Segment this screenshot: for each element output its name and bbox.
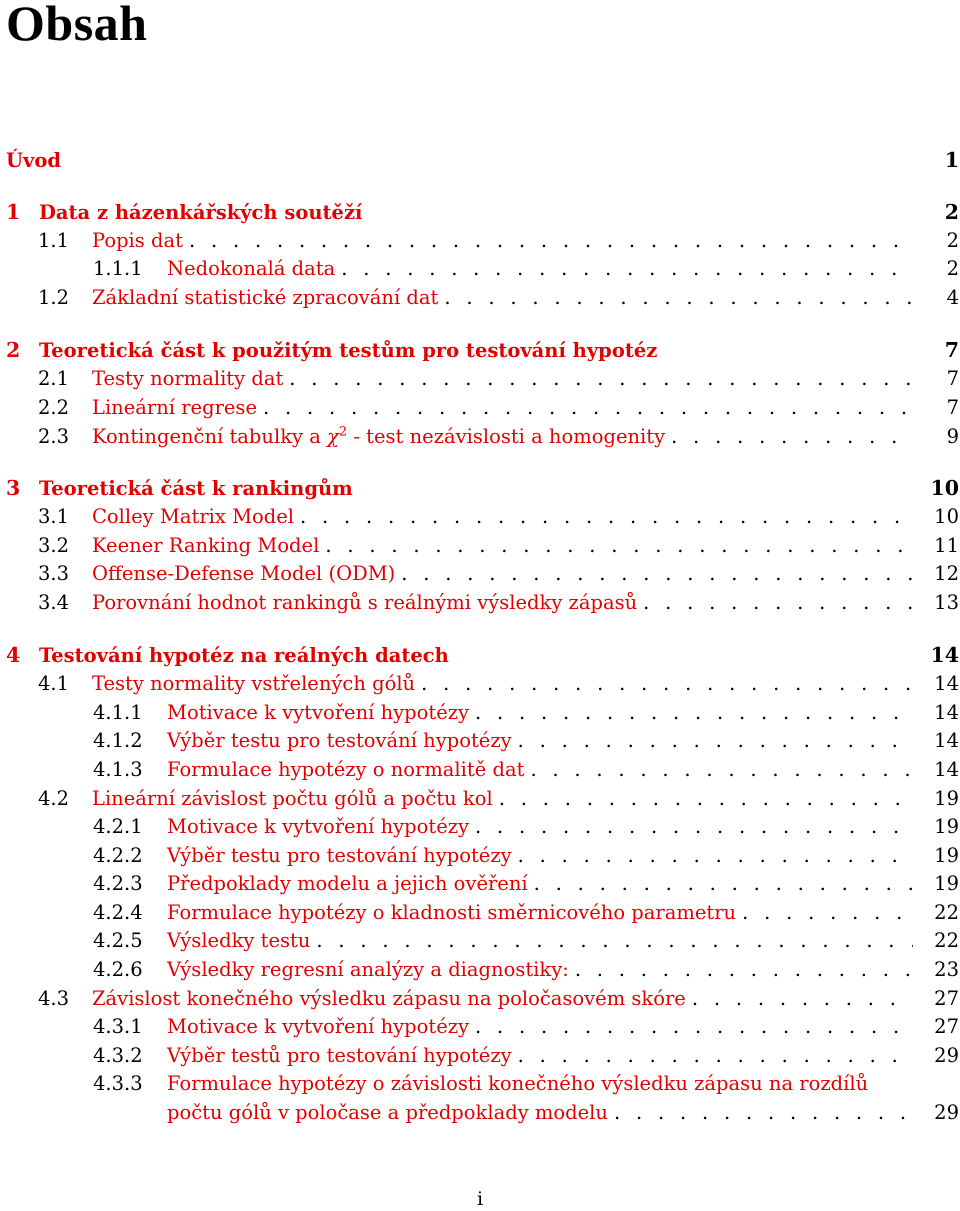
toc-section-4-2[interactable]	[0, 786, 960, 812]
toc-page: 2	[946, 229, 959, 252]
toc-number: 3.4	[38, 591, 70, 614]
toc-number: 1	[6, 200, 21, 224]
toc-section-3-4[interactable]	[0, 590, 960, 616]
toc-title[interactable]: Testy normality dat	[92, 367, 284, 390]
toc-page: 9	[946, 425, 959, 448]
toc-page: 12	[934, 562, 959, 585]
toc-number: 4.3.2	[93, 1044, 143, 1067]
toc-subsection-4-1-3[interactable]	[0, 757, 960, 783]
toc-number: 2.3	[38, 425, 70, 448]
toc-page: 14	[934, 701, 959, 724]
toc-section-3-3[interactable]	[0, 561, 960, 587]
dot-leader	[289, 366, 913, 392]
toc-title-part: - test nezávislosti a homogenity	[347, 425, 666, 448]
dot-leader	[643, 590, 913, 616]
toc-number: 4.1.3	[93, 758, 143, 781]
toc-page: 19	[934, 844, 959, 867]
toc-page: 22	[934, 929, 959, 952]
toc-page: 10	[930, 476, 959, 500]
toc-page: 11	[934, 534, 959, 557]
toc-title[interactable]: Výběr testů pro testování hypotézy	[167, 1044, 512, 1067]
toc-title[interactable]: Výběr testu pro testování hypotézy	[167, 844, 512, 867]
toc-subsection-4-3-1[interactable]	[0, 1014, 960, 1040]
dot-leader	[518, 843, 913, 869]
toc-title[interactable]: Teoretická část k použitým testům pro testování hypotéz	[39, 339, 658, 362]
toc-title[interactable]: Formulace hypotézy o normalitě dat	[167, 758, 525, 781]
toc-page: 14	[934, 758, 959, 781]
dot-leader	[534, 871, 913, 897]
toc-number: 4.2	[38, 787, 70, 810]
toc-subsection-4-2-5[interactable]	[0, 928, 960, 954]
toc-number: 4.2.6	[93, 958, 143, 981]
toc-title[interactable]: Popis dat	[92, 229, 183, 252]
toc-title[interactable]: Motivace k vytvoření hypotézy	[167, 815, 470, 838]
toc-subsection-4-2-6[interactable]	[0, 957, 960, 983]
dot-leader	[530, 757, 913, 783]
toc-chapter-3[interactable]	[0, 475, 960, 501]
toc-title[interactable]: Offense-Defense Model (ODM)	[92, 562, 396, 585]
toc-number: 4.2.2	[93, 844, 143, 867]
toc-number: 1.2	[38, 286, 70, 309]
toc-chapter-2[interactable]	[0, 337, 960, 363]
dot-leader	[341, 256, 913, 282]
dot-leader	[475, 814, 913, 840]
toc-title[interactable]: Formulace hypotézy o závislosti konečného výsledku zápasu na rozdílů	[167, 1072, 869, 1095]
dot-leader	[671, 424, 913, 450]
toc-page: 1	[944, 148, 959, 172]
page-title: Obsah	[6, 0, 148, 51]
dot-leader	[421, 671, 913, 697]
toc-section-2-1[interactable]	[0, 366, 960, 392]
toc-title[interactable]: Data z házenkářských soutěží	[39, 201, 363, 224]
toc-number: 4.2.4	[93, 901, 143, 924]
toc-title[interactable]: Základní statistické zpracování dat	[92, 286, 439, 309]
toc-page: 19	[934, 872, 959, 895]
toc-section-4-3[interactable]	[0, 986, 960, 1012]
toc-subsection-4-3-3-cont[interactable]	[0, 1100, 960, 1126]
toc-page: 10	[934, 505, 959, 528]
toc-number: 2	[6, 338, 21, 362]
dot-leader	[475, 1014, 913, 1040]
toc-page: 27	[934, 1015, 959, 1038]
toc-subsection-4-2-4[interactable]	[0, 900, 960, 926]
toc-title[interactable]: Formulace hypotézy o kladnosti směrnicového parametru	[167, 901, 737, 924]
toc-number: 4.3.3	[93, 1072, 143, 1095]
toc-page: 14	[930, 643, 959, 667]
toc-section-2-3[interactable]	[0, 424, 960, 450]
superscript: 2	[338, 424, 348, 440]
toc-chapter-1[interactable]	[0, 199, 960, 225]
toc-number: 4.3	[38, 987, 70, 1010]
dot-leader	[401, 561, 913, 587]
toc-subsection-4-3-2[interactable]	[0, 1043, 960, 1069]
toc-page: 7	[946, 396, 959, 419]
toc-number: 1.1	[38, 229, 70, 252]
toc-title[interactable]: Motivace k vytvoření hypotézy	[167, 701, 470, 724]
toc-number: 2.2	[38, 396, 70, 419]
toc-section-1-1[interactable]	[0, 228, 960, 254]
toc-subsection-4-1-2[interactable]	[0, 728, 960, 754]
toc-page: 2	[946, 257, 959, 280]
toc-section-4-1[interactable]	[0, 671, 960, 697]
toc-page: 4	[946, 286, 959, 309]
dot-leader	[475, 700, 913, 726]
toc-number: 4.2.5	[93, 929, 143, 952]
chi-symbol: χ	[327, 425, 339, 448]
dot-leader	[518, 1043, 913, 1069]
toc-page: 14	[934, 729, 959, 752]
toc-page: 13	[934, 591, 959, 614]
toc-number: 2.1	[38, 367, 70, 390]
toc-page: 19	[934, 787, 959, 810]
toc-number: 3.3	[38, 562, 70, 585]
toc-title-part: Kontingenční tabulky a	[92, 425, 328, 448]
toc-subsection-4-3-3[interactable]	[0, 1071, 960, 1097]
toc-title[interactable]: Keener Ranking Model	[92, 534, 320, 557]
toc-page: 23	[934, 958, 959, 981]
toc-title[interactable]: Nedokonalá data	[167, 257, 336, 280]
dot-leader	[742, 900, 913, 926]
toc-page: 7	[946, 367, 959, 390]
toc-title[interactable]: Výběr testu pro testování hypotézy	[167, 729, 512, 752]
toc-page: 27	[934, 987, 959, 1010]
toc-title[interactable]: Motivace k vytvoření hypotézy	[167, 1015, 470, 1038]
toc-page: 29	[934, 1044, 959, 1067]
toc-entry-intro[interactable]	[0, 147, 960, 173]
toc-title[interactable]: Lineární regrese	[92, 396, 257, 419]
toc-section-2-2[interactable]	[0, 395, 960, 421]
dot-leader	[189, 228, 913, 254]
dot-leader	[263, 395, 913, 421]
toc-page: 14	[934, 672, 959, 695]
toc-subsection-4-2-1[interactable]	[0, 814, 960, 840]
toc-title[interactable]: Výsledky regresní analýzy a diagnostiky:	[167, 958, 569, 981]
toc-title[interactable]: počtu gólů v poločase a předpoklady modelu	[167, 1101, 608, 1124]
dot-leader	[325, 533, 913, 559]
toc-subsection-4-2-2[interactable]	[0, 843, 960, 869]
toc-number: 4.3.1	[93, 1015, 143, 1038]
dot-leader	[300, 504, 913, 530]
toc-title[interactable]: Úvod	[6, 149, 61, 172]
toc-subsection-4-1-1[interactable]	[0, 700, 960, 726]
dot-leader	[316, 928, 913, 954]
toc-page: 19	[934, 815, 959, 838]
toc-number: 4.2.3	[93, 872, 143, 895]
dot-leader	[692, 986, 913, 1012]
toc-title[interactable]: Porovnání hodnot rankingů s reálnými výsledky zápasů	[92, 591, 638, 614]
toc-section-1-2[interactable]	[0, 285, 960, 311]
dot-leader	[518, 728, 913, 754]
dot-leader	[614, 1100, 913, 1126]
toc-section-3-1[interactable]	[0, 504, 960, 530]
toc-page: 29	[934, 1101, 959, 1124]
toc-number: 3.1	[38, 505, 70, 528]
toc-number: 3.2	[38, 534, 70, 557]
toc-number: 4	[6, 643, 21, 667]
toc-title[interactable]: Testování hypotéz na reálných datech	[39, 644, 449, 667]
toc-number: 1.1.1	[93, 257, 143, 280]
toc-title[interactable]: Předpoklady modelu a jejich ověření	[167, 872, 528, 895]
toc-number: 4.1.2	[93, 729, 143, 752]
dot-leader	[444, 285, 913, 311]
toc-page: 7	[944, 338, 959, 362]
toc-page: 22	[934, 901, 959, 924]
toc-number: 4.1	[38, 672, 70, 695]
toc-number: 4.1.1	[93, 701, 143, 724]
dot-leader	[499, 786, 913, 812]
toc-title[interactable]: Výsledky testu	[167, 929, 311, 952]
page-number: i	[476, 1188, 484, 1210]
toc-section-3-2[interactable]	[0, 533, 960, 559]
toc-number: 4.2.1	[93, 815, 143, 838]
toc-title[interactable]: Závislost konečného výsledku zápasu na poločasovém skóre	[92, 987, 686, 1010]
toc-title[interactable]: Testy normality vstřelených gólů	[92, 672, 416, 695]
dot-leader	[575, 957, 913, 983]
toc-page: 2	[944, 200, 959, 224]
toc-number: 3	[6, 476, 21, 500]
toc-subsection-4-2-3[interactable]	[0, 871, 960, 897]
toc-title[interactable]: Lineární závislost počtu gólů a počtu kol	[92, 787, 493, 810]
toc-title[interactable]: Teoretická část k rankingům	[39, 477, 353, 500]
toc-chapter-4[interactable]	[0, 642, 960, 668]
toc-subsection-1-1-1[interactable]	[0, 256, 960, 282]
toc-title[interactable]: Colley Matrix Model	[92, 505, 295, 528]
toc-title[interactable]	[92, 424, 665, 450]
